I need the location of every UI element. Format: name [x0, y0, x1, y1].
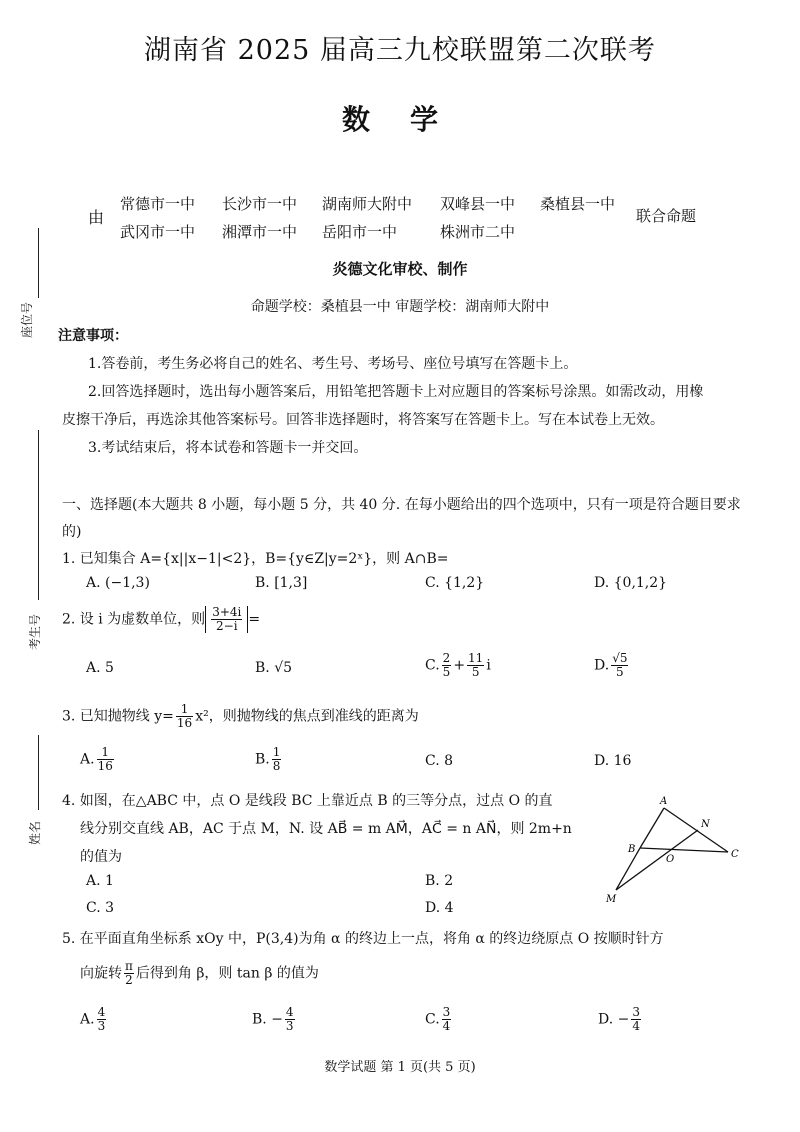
- q2-d-num: √5: [612, 651, 628, 665]
- joint-label: 联合命题: [636, 207, 697, 225]
- exam-title: 湖南省 2025 届高三九校联盟第二次联考: [144, 35, 656, 66]
- q3-b-den: 8: [272, 759, 281, 773]
- segment-bc: [640, 848, 728, 852]
- review-line: 炎德文化审校、制作: [332, 260, 468, 278]
- q2-frac-den: 2−i: [216, 619, 238, 633]
- q5-a-num: 4: [97, 1005, 106, 1019]
- q2-option-b: B. √5: [255, 660, 293, 676]
- q5-option-a: [80, 1006, 108, 1033]
- q1-option-d: D. {0,1,2}: [594, 575, 668, 591]
- q2-option-d: [594, 652, 630, 679]
- notes-heading: 注意事项：: [58, 328, 128, 344]
- q2-frac-num: 3+4i: [212, 605, 242, 619]
- q3-b-pre: B.: [255, 751, 270, 768]
- q3-frac-num: 1: [176, 703, 193, 717]
- note-2-cont: 皮擦干净后，再选涂其他答案标号。回答非选择题时，将答案写在答题卡上。写在本试卷上无效。: [62, 412, 664, 428]
- fig-label-m: M: [606, 894, 617, 905]
- q2-d-pre: D.: [594, 657, 610, 674]
- q3-a-frac: [97, 746, 114, 773]
- segment-mn: [616, 830, 698, 890]
- note-3: 3.考试结束后，将本试卷和答题卡一并交回。: [88, 440, 368, 456]
- q3-option-c: C. 8: [425, 753, 454, 769]
- q5-option-c: [425, 1006, 453, 1033]
- exam-no-label: 考生号: [28, 613, 42, 650]
- q2-c-pre: C.: [425, 657, 440, 674]
- section-heading: 一、选择题(本大题共 8 小题，每小题 5 分，共 40 分. 在每小题给出的四个选项中，只有一项是符合题目要求的): [62, 497, 741, 540]
- q4-option-d: D. 4: [425, 900, 454, 916]
- q5-a-pre: A.: [80, 1011, 95, 1028]
- segment-ab: [640, 808, 664, 848]
- q2-option-c: [425, 652, 491, 679]
- q5-option-b: [252, 1006, 297, 1033]
- school-1-4: 双峰县一中: [440, 195, 516, 213]
- q5-c-den: 4: [442, 1019, 451, 1033]
- q5-d-num: 3: [632, 1005, 640, 1019]
- q5-line2-frac: [124, 960, 134, 987]
- q5-b-num: 4: [285, 1005, 294, 1019]
- q1-option-a: A. (−1,3): [86, 575, 150, 591]
- q5-b-pre: B. −: [252, 1011, 283, 1028]
- q5-a-frac: [97, 1006, 107, 1033]
- school-2-1: 武冈市一中: [120, 223, 196, 241]
- q4-triangle-figure: [598, 792, 748, 912]
- q5-line2-num: π: [125, 959, 133, 973]
- q5-c-pre: C.: [425, 1011, 440, 1028]
- school-2-4: 株洲市二中: [440, 223, 516, 241]
- q5-c-num: 3: [442, 1005, 451, 1019]
- q3-option-b: [255, 746, 283, 773]
- q2-d-frac: [611, 652, 628, 679]
- q2-d-den: 5: [616, 665, 624, 679]
- name-line: [38, 735, 39, 810]
- q2-stem-post: =: [248, 611, 261, 628]
- q2-c-frac-1: [442, 652, 452, 679]
- q2-c-post: i: [486, 657, 491, 674]
- note-1: 1.答卷前，考生务必将自己的姓名、考生号、考场号、座位号填写在答题卡上。: [88, 356, 578, 372]
- subject-title: 数学: [341, 103, 478, 136]
- q3-stem-post: x²，则抛物线的焦点到准线的距离为: [195, 708, 419, 725]
- q2-stem-pre: 2. 设 i 为虚数单位，则: [62, 611, 206, 628]
- q3-a-pre: A.: [80, 751, 95, 768]
- school-2-3: 岳阳市一中: [322, 223, 398, 241]
- q2-c-f2-num: 11: [468, 651, 484, 665]
- q4-line-2: 线分别交直线 AB，AC 于点 M，N. 设 AB⃗ = m AM⃗，AC⃗ = n AN⃗，则 2m+n: [80, 821, 572, 837]
- q5-line-1: 5. 在平面直角坐标系 xOy 中，P(3,4)为角 α 的终边上一点，将角 α 的终边绕原点 O 按顺时针方: [62, 931, 664, 947]
- you-label: 由: [88, 208, 105, 227]
- q2-option-a: A. 5: [86, 660, 114, 676]
- q4-line-1: 4. 如图，在△ABC 中，点 O 是线段 BC 上靠近点 B 的三等分点，过点 O 的直: [62, 793, 553, 809]
- school-1-2: 长沙市一中: [222, 195, 298, 213]
- q3-a-den: 16: [97, 759, 113, 773]
- q3-option-a: [80, 746, 116, 773]
- seat-line: [38, 228, 39, 298]
- q4-option-c: C. 3: [86, 900, 115, 916]
- name-label: 姓名: [28, 820, 42, 845]
- q5-line2-den: 2: [125, 973, 133, 987]
- q5-option-d: [598, 1006, 643, 1033]
- q5-b-frac: [285, 1006, 295, 1033]
- segment-ac: [664, 808, 728, 852]
- page-footer: 数学试题 第 1 页(共 5 页): [324, 1060, 476, 1075]
- q2-c-f1-den: 5: [442, 665, 451, 679]
- q3-fraction: [176, 703, 193, 730]
- q2-c-f2-den: 5: [471, 665, 480, 679]
- q3-stem-pre: 3. 已知抛物线 y=: [62, 708, 174, 725]
- q4-option-b: B. 2: [425, 873, 454, 889]
- q1-option-c: C. {1,2}: [425, 575, 485, 591]
- q5-d-pre: D. −: [598, 1011, 630, 1028]
- fig-label-n: N: [701, 819, 710, 830]
- school-2-2: 湘潭市一中: [222, 223, 298, 241]
- q4-line-3: 的值为: [80, 849, 122, 865]
- proposer-line: 命题学校：桑植县一中 审题学校：湖南师大附中: [250, 299, 550, 315]
- fig-label-c: C: [731, 849, 739, 860]
- q1-option-b: B. [1,3]: [255, 575, 308, 591]
- q2-stem: [62, 606, 260, 633]
- q1-stem: 1. 已知集合 A={x||x−1|<2}，B={y∈Z|y=2ˣ}，则 A∩B=: [62, 551, 449, 567]
- q5-d-frac: [631, 1006, 641, 1033]
- q2-c-mid: +: [453, 657, 466, 674]
- q3-b-num: 1: [272, 745, 281, 759]
- school-1-5: 桑植县一中: [540, 195, 616, 213]
- q3-stem: [62, 703, 419, 730]
- q5-c-frac: [442, 1006, 452, 1033]
- q3-a-num: 1: [97, 746, 114, 760]
- q3-b-frac: [272, 746, 282, 773]
- school-1-3: 湖南师大附中: [322, 195, 413, 213]
- seat-label: 座位号: [20, 301, 34, 338]
- q2-c-f1-num: 2: [442, 651, 451, 665]
- school-1-1: 常德市一中: [120, 195, 196, 213]
- q5-line2-pre: 向旋转: [80, 965, 122, 982]
- note-2: 2.回答选择题时，选出每小题答案后，用铅笔把答题卡上对应题目的答案标号涂黑。如需改动，用橡: [88, 384, 704, 400]
- q4-option-a: A. 1: [86, 873, 114, 889]
- exam-no-line: [38, 430, 39, 600]
- q2-fraction: [211, 606, 242, 633]
- q3-frac-den: 16: [176, 716, 193, 730]
- fig-label-o: O: [666, 854, 675, 865]
- q5-d-den: 4: [632, 1019, 640, 1033]
- q5-line-2: [80, 960, 319, 987]
- q5-a-den: 3: [97, 1019, 106, 1033]
- fig-label-a: A: [660, 796, 668, 807]
- q5-b-den: 3: [285, 1019, 294, 1033]
- q3-option-d: D. 16: [594, 753, 632, 769]
- q2-c-frac-2: [467, 652, 484, 679]
- q2-abs-bars: [205, 606, 248, 633]
- fig-label-b: B: [628, 844, 636, 855]
- q5-line2-post: 后得到角 β，则 tan β 的值为: [135, 965, 319, 982]
